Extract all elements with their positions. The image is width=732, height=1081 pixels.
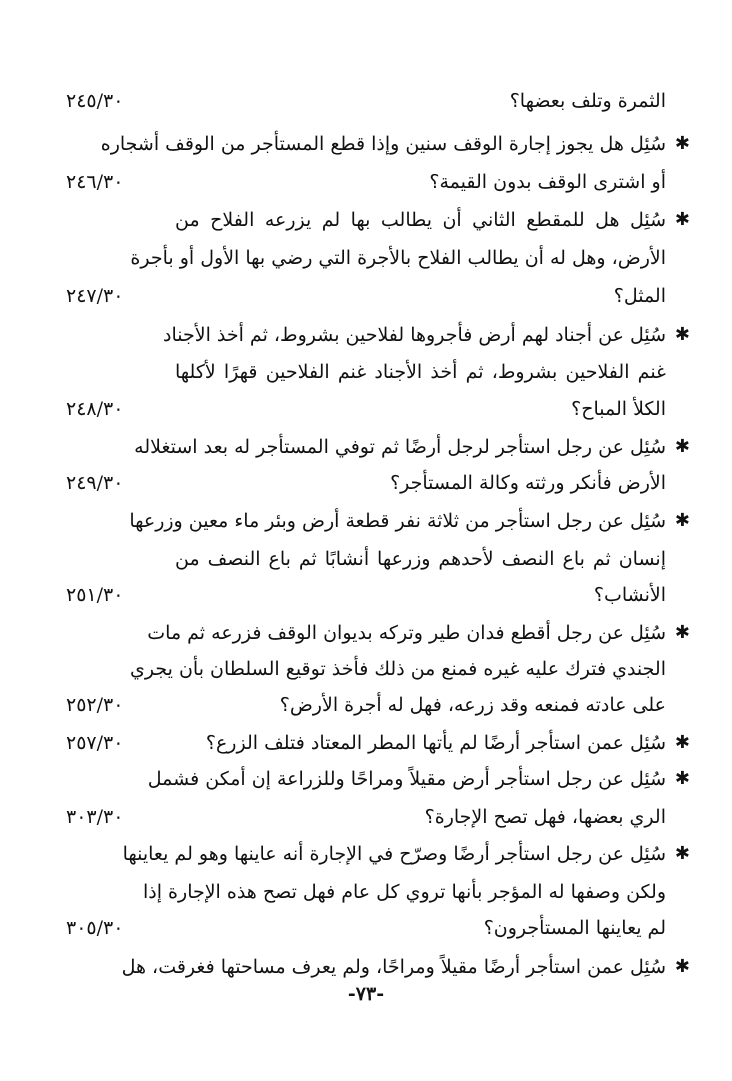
question-line: سُئِل عن رجل استأجر أرضًا وصرّح في الإجارة أنه عاينها وهو لم يعاينها: [122, 843, 666, 865]
question-line: سُئِل هل يجوز إجارة الوقف سنين وإذا قطع المستأجر من الوقف أشجاره: [100, 133, 666, 155]
bullet-icon: ✱: [674, 324, 690, 345]
page-number: -٧٣-: [347, 983, 385, 1005]
bullet-icon: ✱: [674, 209, 690, 230]
bullet-icon: ✱: [674, 768, 690, 789]
question-line: على عادته فمنعه وقد زرعه، فهل له أجرة الأرض؟: [279, 694, 666, 716]
question-line: سُئِل عن رجل أقطع فدان طير وتركه بديوان الوقف فزرعه ثم مات: [147, 622, 666, 644]
question-line: سُئِل عمن استأجر أرضًا مقيلاً ومراحًا، ولم يعرف مساحتها فغرقت، هل: [121, 956, 666, 978]
question-line: سُئِل عن رجل استأجر لرجل أرضًا ثم توفي المستأجر له بعد استغلاله: [134, 436, 666, 458]
question-line: الثمرة وتلف بعضها؟: [509, 90, 666, 112]
question-line: سُئِل عمن استأجر أرضًا لم يأتها المطر المعتاد فتلف الزرع؟: [205, 732, 666, 754]
question-line: سُئِل عن رجل استأجر من ثلاثة نفر قطعة أرض وبئر ماء معين وزرعها: [129, 510, 666, 532]
volume-page-reference: ٢٥٧/٣٠: [66, 732, 124, 754]
volume-page-reference: ٣٠٥/٣٠: [66, 917, 124, 939]
question-line: المثل؟: [613, 285, 666, 307]
question-line: الأرض فأنكر ورثته وكالة المستأجر؟: [390, 472, 666, 494]
question-line: سُئِل هل للمقطع الثاني أن يطالب بها لم يزرعه الفلاح من: [175, 209, 666, 231]
volume-page-reference: ٣٠٣/٣٠: [66, 806, 124, 828]
volume-page-reference: ٢٥١/٣٠: [66, 584, 124, 606]
bullet-icon: ✱: [674, 843, 690, 864]
bullet-icon: ✱: [674, 436, 690, 457]
volume-page-reference: ٢٤٩/٣٠: [66, 472, 124, 494]
question-line: إنسان ثم باع النصف لأحدهم وزرعها أنشابًا ثم باع النصف من: [175, 548, 666, 570]
question-line: ولكن وصفها له المؤجر بأنها تروي كل عام فهل تصح هذه الإجارة إذا: [143, 881, 666, 903]
question-line: الأرض، وهل له أن يطالب الفلاح بالأجرة التي رضي بها الأول أو بأجرة: [130, 247, 666, 269]
question-line: سُئِل عن أجناد لهم أرض فأجروها لفلاحين بشروط، ثم أخذ الأجناد: [163, 324, 666, 346]
question-line: سُئِل عن رجل استأجر أرض مقيلاً ومراحًا وللزراعة إن أمكن فشمل: [147, 768, 666, 790]
volume-page-reference: ٢٤٨/٣٠: [66, 398, 124, 420]
question-line: غنم الفلاحين بشروط، ثم أخذ الأجناد غنم الفلاحين قهرًا لأكلها: [175, 361, 666, 383]
bullet-icon: ✱: [674, 956, 690, 977]
volume-page-reference: ٢٤٦/٣٠: [66, 171, 124, 193]
question-line: لم يعاينها المستأجرون؟: [483, 917, 666, 939]
volume-page-reference: ٢٤٧/٣٠: [66, 285, 124, 307]
question-line: الكلأ المباح؟: [571, 398, 666, 420]
bullet-icon: ✱: [674, 510, 690, 531]
question-line: الري بعضها، فهل تصح الإجارة؟: [424, 806, 666, 828]
volume-page-reference: ٢٤٥/٣٠: [66, 90, 124, 112]
bullet-icon: ✱: [674, 622, 690, 643]
bullet-icon: ✱: [674, 133, 690, 154]
question-line: الأنشاب؟: [593, 584, 666, 606]
volume-page-reference: ٢٥٢/٣٠: [66, 694, 124, 716]
question-line: الجندي فترك عليه غيره فمنع من ذلك فأخذ توقيع السلطان بأن يجري: [130, 658, 666, 680]
bullet-icon: ✱: [674, 732, 690, 753]
question-line: أو اشترى الوقف بدون القيمة؟: [429, 171, 666, 193]
